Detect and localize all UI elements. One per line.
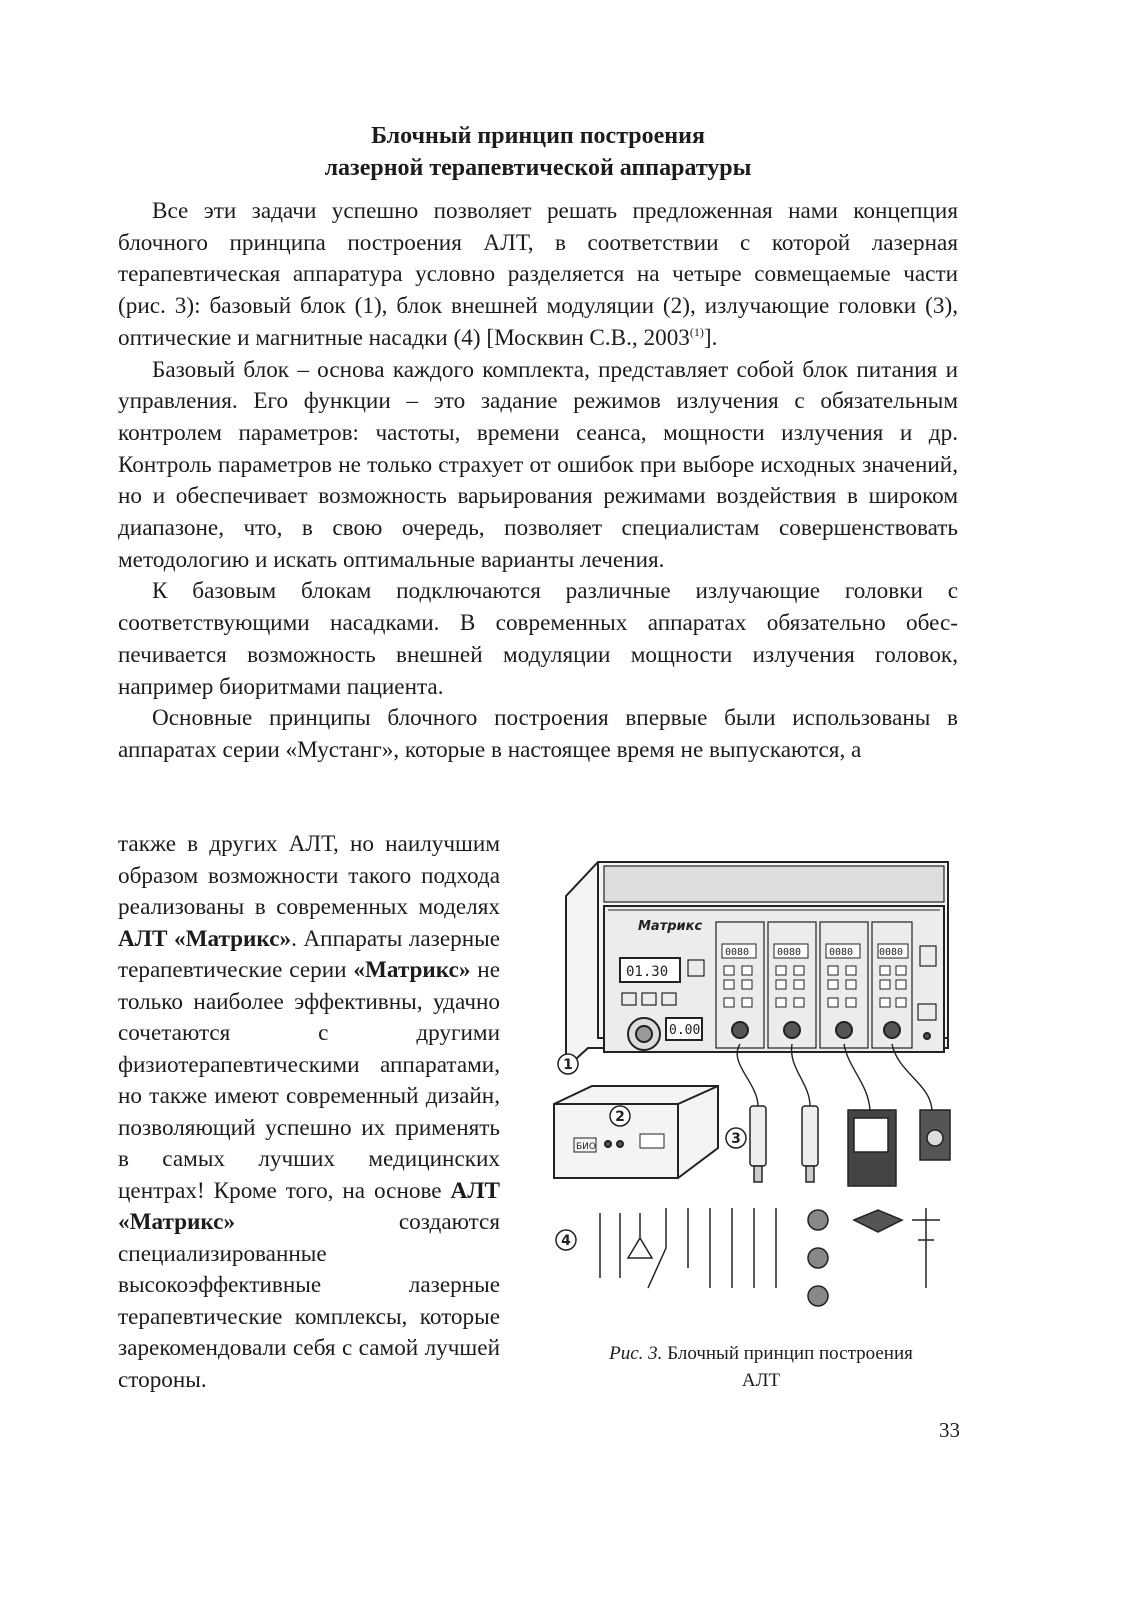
column-bold-3: АЛТ «Матрикс» bbox=[118, 1177, 500, 1235]
label-2: 2 bbox=[615, 1109, 625, 1125]
section-title-line-1: Блочный принцип построения bbox=[371, 123, 705, 149]
channel-1-display: 0080 bbox=[725, 947, 750, 958]
body-text bbox=[118, 196, 958, 767]
label-1: 1 bbox=[563, 1057, 573, 1073]
modulation-block bbox=[554, 1086, 718, 1178]
figure-caption bbox=[606, 1340, 916, 1394]
base-unit bbox=[566, 862, 948, 1068]
column-bold-1: АЛТ «Матрикс» bbox=[118, 925, 292, 952]
column-bold-2: «Матрикс» bbox=[353, 957, 471, 983]
paragraph-2: Базовый блок – основа каждого комплекта, представляет собой блок питания и управления. Его функции – это задание режимов излучения с обязательным контролем параметров: частоты, времени сеанса, мощности излучения и др. Контроль параметров не только страхует от ошибок при выборе исходных значений, но и обеспечивает возможность варьирования режимами воздействия в широком диапазоне, что, в свою очередь, позволяет специалистам совершенствовать методологию и искать оптимальные варианты лечения. bbox=[118, 356, 958, 573]
figure-illustration bbox=[548, 848, 968, 1358]
left-column-text bbox=[118, 829, 500, 1396]
caption-text: Блочный принцип построения АЛТ bbox=[662, 1343, 913, 1391]
emitting-heads bbox=[750, 1106, 950, 1186]
modulation-label: БИО bbox=[576, 1142, 596, 1152]
reference-superscript: (1) bbox=[689, 324, 704, 339]
section-title-line-2: лазерной терапевтической аппаратуры bbox=[324, 155, 752, 181]
paragraph-1-text: Все эти задачи успешно позволяет решать предложенная нами концепция блочного принципа построения АЛТ, в соответствии с которой лазерная терапевтическая аппаратура условно разделяется на четыре совмещаемые части (рис. 3): базовый блок (1), блок внешней модуляции (2), излучающие головки (3), оптические и магнитные насадки (4) [Москвин С.В., 2003 bbox=[118, 198, 958, 351]
channel-3-display: 0080 bbox=[829, 947, 854, 958]
paragraph-1-end: ]. bbox=[703, 324, 718, 351]
column-text-1: также в других АЛТ, но наилучшим образом возможности такого подхода реализованы в современных моделях bbox=[118, 831, 500, 920]
column-text-3: не только наиболее эффективны, удачно сочетаются с другими физиотерапевтическими аппаратами, но также имеют современный дизайн, позволяющий успешно их применять в самых лучших медицинских центрах! Кроме того, на основе bbox=[118, 957, 500, 1204]
caption-figure-number: Рис. 3. bbox=[609, 1343, 663, 1364]
attachments bbox=[600, 1208, 940, 1306]
paragraph-4: Основные принципы блочного построения впервые были использованы в аппаратах серии «Мустанг», которые в настоящее время не выпускаются, а bbox=[118, 705, 958, 763]
column-text-2: . Аппараты лазерные терапевтические серии bbox=[118, 925, 500, 983]
page-number: 33 bbox=[939, 1418, 960, 1442]
label-4: 4 bbox=[561, 1233, 571, 1249]
base-power-display: 0.00 bbox=[669, 1023, 701, 1038]
paragraph-4-continuation bbox=[118, 829, 500, 1396]
section-title bbox=[118, 120, 958, 184]
paragraph-3: К базовым блокам подключаются различные излучающие головки с соответствующими насадками. В современных аппаратах обязательно обеспечивается возможность внешней модуляции мощности излучения головок, например биоритмами пациента. bbox=[118, 578, 958, 700]
label-3: 3 bbox=[731, 1131, 741, 1147]
channel-4-display: 0080 bbox=[879, 947, 904, 958]
device-name: Матрикс bbox=[638, 919, 703, 934]
channel-2-display: 0080 bbox=[777, 947, 802, 958]
column-text-4: создаются специализированные высокоэффективные лазерные терапевтические комплексы, которые зарекомендовали себя с самой лучшей стороны. bbox=[118, 1209, 500, 1393]
paragraph-1 bbox=[118, 196, 958, 355]
base-time-display: 01.30 bbox=[626, 964, 669, 980]
